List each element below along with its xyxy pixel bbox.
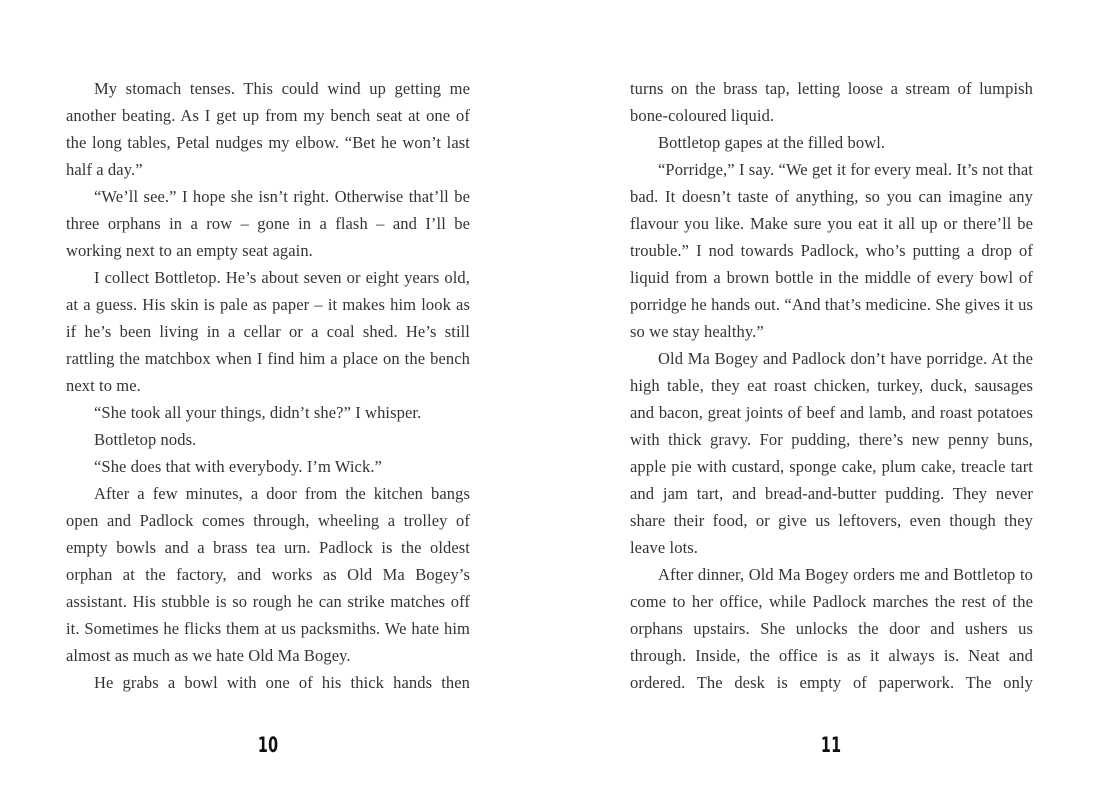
page-number: 10 — [257, 733, 279, 757]
paragraph: After a few minutes, a door from the kitchen bangs open and Padlock comes through, wheeling a trolley of empty bowls and a brass tea urn. Padlock is the oldest orphan at the factory, and works as Old Ma Bogey’s assistant. His stubble is so rough he can strike matches off it. Sometimes he flicks them at us packsmiths. We hate him almost as much as we hate Old Ma Bogey. — [66, 484, 470, 665]
paragraph: “Porridge,” I say. “We get it for every meal. It’s not that bad. It doesn’t taste of anything, so you can imagine any flavour you like. Make sure you eat it all up or there’ll be trouble.” I nod towards Padlock, who’s putting a drop of liquid from a brown bottle in the middle of every bowl of porridge he hands out. “And that’s medicine. She gives it us so we stay healthy.” — [630, 160, 1033, 341]
paragraph: He grabs a bowl with one of his thick hands then — [94, 673, 470, 692]
paragraph: Old Ma Bogey and Padlock don’t have porridge. At the high table, they eat roast chicken, turkey, duck, sausages and bacon, great joints of beef and lamb, and roast potatoes with thick gravy. For pudding, there’s new penny buns, apple pie with custard, sponge cake, plum cake, treacle tart and jam tart, and bread-and-butter pudding. They never share their food, or give us leftovers, even though they leave lots. — [630, 349, 1033, 557]
paragraph: turns on the brass tap, letting loose a stream of lumpish bone-coloured liquid. — [630, 79, 1033, 125]
right-page-number-container — [630, 735, 1033, 757]
left-page-text-column — [66, 75, 470, 696]
paragraph: I collect Bottletop. He’s about seven or eight years old, at a guess. His skin is pale as paper – it makes him look as if he’s been living in a cellar or a coal shed. He’s still rattling the matchbox when I find him a place on the bench next to me. — [66, 268, 470, 395]
left-page-number-container — [66, 735, 470, 757]
paragraph: “She took all your things, didn’t she?” I whisper. — [94, 403, 422, 422]
page-number: 11 — [821, 733, 842, 757]
right-page-text-column — [630, 75, 1033, 696]
paragraph: Bottletop nods. — [94, 430, 197, 449]
paragraph: My stomach tenses. This could wind up getting me another beating. As I get up from my bench seat at one of the long tables, Petal nudges my elbow. “Bet he won’t last half a day.” — [66, 79, 470, 179]
paragraph: After dinner, Old Ma Bogey orders me and Bottletop to come to her office, while Padlock marches the rest of the orphans upstairs. She unlocks the door and ushers us through. Inside, the office is as it always is. Neat and ordered. The desk is empty of paperwork. The only — [630, 565, 1033, 692]
paragraph: “We’ll see.” I hope she isn’t right. Otherwise that’ll be three orphans in a row – gone in a flash – and I’ll be working next to an empty seat again. — [66, 187, 470, 260]
paragraph: Bottletop gapes at the filled bowl. — [658, 133, 886, 152]
paragraph: “She does that with everybody. I’m Wick.” — [94, 457, 382, 476]
